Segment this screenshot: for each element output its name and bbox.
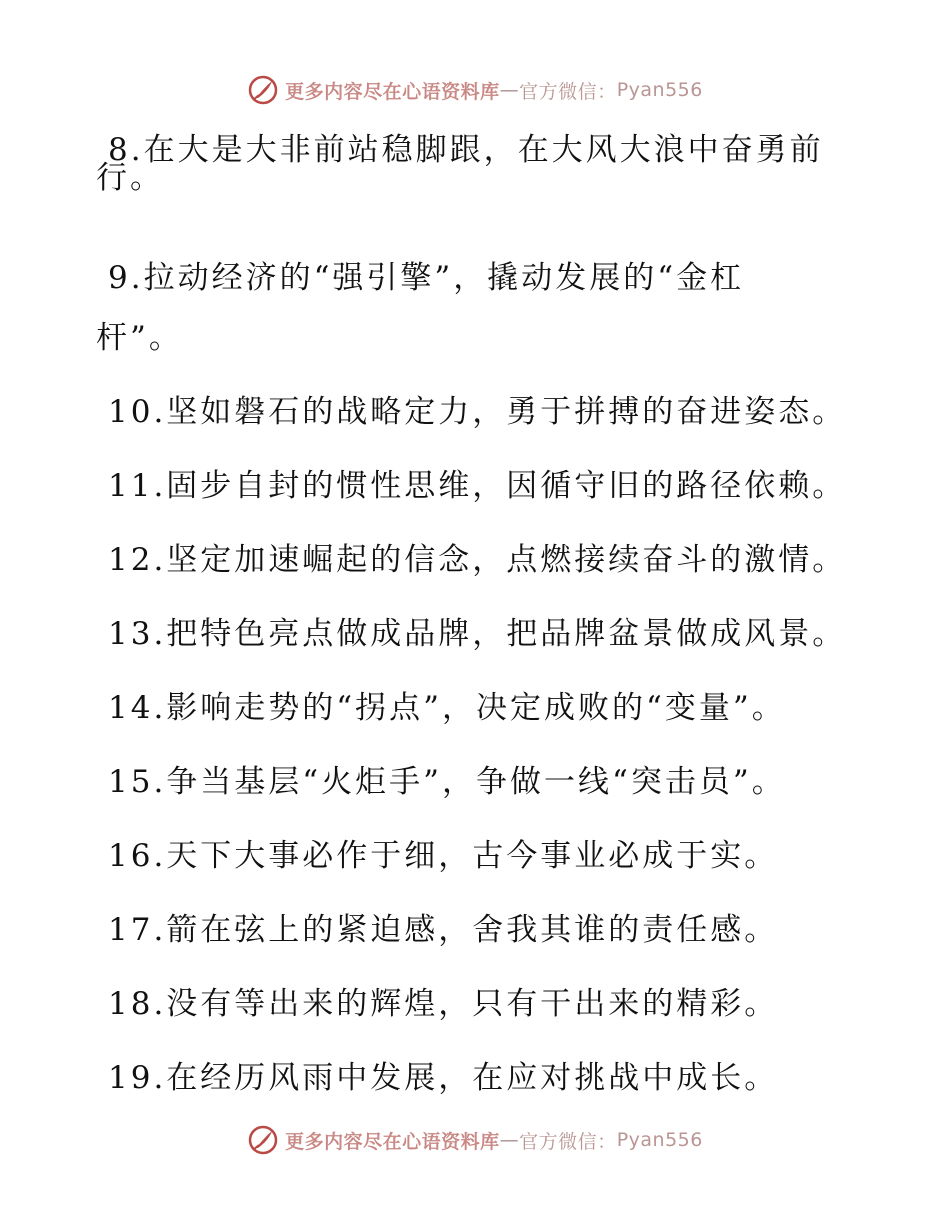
list-item-15: 15.争当基层“火炬手”，争做一线“突击员”。 [108, 764, 786, 800]
list-item-13: 13.把特色亮点做成品牌，把品牌盆景做成风景。 [108, 616, 847, 652]
banner-site-text: 更多内容尽在心语资料库 [285, 1130, 500, 1153]
banner-separator: — [499, 79, 520, 101]
list-item-8-line1: 8.在大是大非前站稳脚跟，在大风大浪中奋勇前 [108, 132, 824, 168]
list-item-17: 17.箭在弦上的紧迫感，舍我其谁的责任感。 [108, 912, 779, 948]
list-item-10: 10.坚如磐石的战略定力，勇于拼搏的奋进姿态。 [108, 394, 847, 430]
list-item-16: 16.天下大事必作于细，古今事业必成于实。 [108, 838, 779, 874]
feather-pen-logo-icon [247, 74, 279, 106]
list-item-19: 19.在经历风雨中发展，在应对挑战中成长。 [108, 1060, 779, 1096]
list-item-11: 11.固步自封的惯性思维，因循守旧的路径依赖。 [108, 468, 847, 504]
list-item-9-line1: 9.拉动经济的“强引擎”，撬动发展的“金杠 [108, 260, 745, 296]
feather-pen-logo-icon [247, 1124, 279, 1156]
banner-wechat-label: 官方微信： [519, 80, 617, 103]
list-item-9-line2: 杆”。 [96, 320, 183, 356]
list-item-14: 14.影响走势的“拐点”，决定成败的“变量”。 [108, 690, 786, 726]
banner-wechat-id: Pyan556 [616, 1129, 703, 1151]
list-item-8-line2: 行。 [96, 160, 164, 196]
banner-wechat-label: 官方微信： [519, 1130, 617, 1153]
banner-separator: — [499, 1129, 520, 1151]
list-item-12: 12.坚定加速崛起的信念，点燃接续奋斗的激情。 [108, 542, 847, 578]
list-item-18: 18.没有等出来的辉煌，只有干出来的精彩。 [108, 986, 779, 1022]
banner-site-text: 更多内容尽在心语资料库 [285, 80, 500, 103]
banner-wechat-id: Pyan556 [616, 79, 703, 101]
header-banner [0, 70, 950, 110]
footer-banner [0, 1120, 950, 1160]
